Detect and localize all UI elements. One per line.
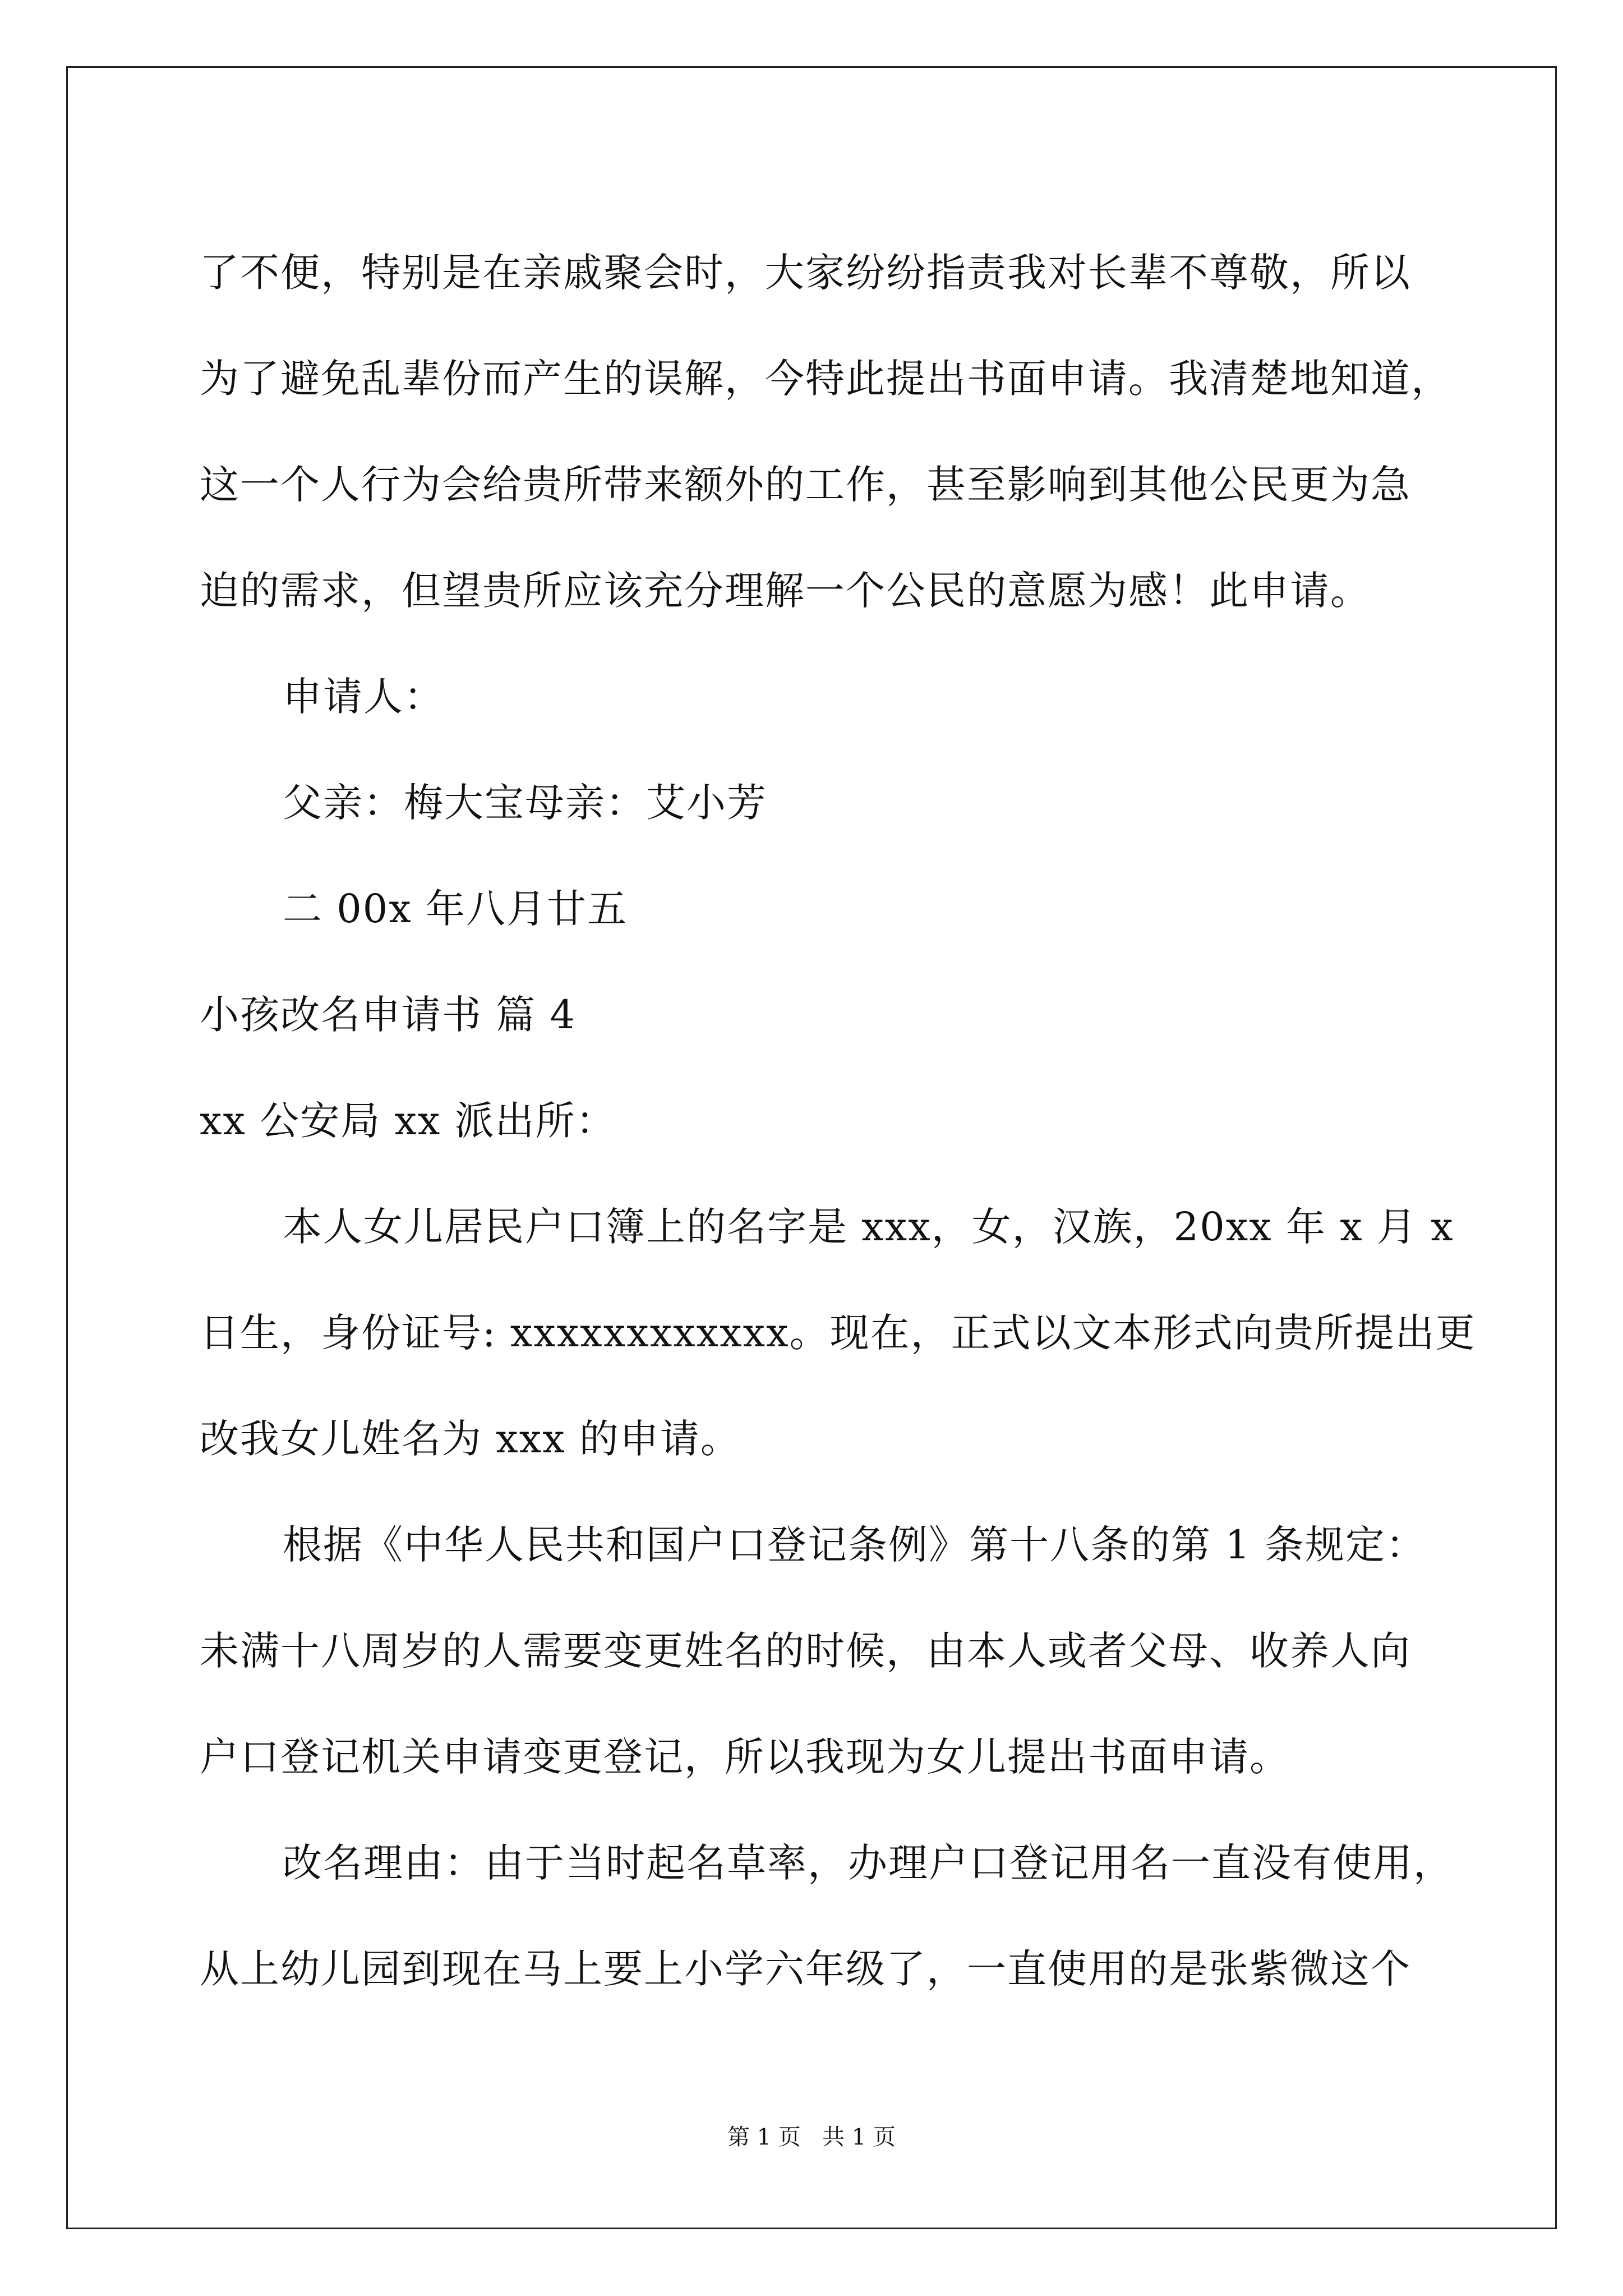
recipient-line: xx 公安局 xx 派出所：: [200, 1098, 616, 1144]
applicant-label: 申请人：: [283, 674, 444, 720]
section-heading: 小孩改名申请书 篇 4: [200, 992, 577, 1038]
text-line: 改名理由：由于当时起名草率，办理户口登记用名一直没有使用，: [283, 1840, 1454, 1886]
text-line: 根据《中华人民共和国户口登记条例》第十八条的第 1 条规定：: [283, 1522, 1427, 1568]
text-line: 户口登记机关申请变更登记，所以我现为女儿提出书面申请。: [200, 1734, 1290, 1780]
text-line: 为了避免乱辈份而产生的误解，今特此提出书面申请。我清楚地知道，: [200, 356, 1451, 402]
text-line: 日生，身份证号: xxxxxxxxxxxx。现在，正式以文本形式向贵所提出更: [200, 1310, 1476, 1356]
text-line: 本人女儿居民户口簿上的名字是 xxx，女，汉族，20xx 年 x 月 x: [283, 1204, 1454, 1250]
page-footer: 第 1 页 共 1 页: [727, 2124, 896, 2150]
document-body: [200, 220, 1476, 2022]
text-line: 了不便，特别是在亲戚聚会时，大家纷纷指责我对长辈不尊敬，所以: [200, 250, 1411, 296]
text-line: 改我女儿姓名为 xxx 的申请。: [200, 1416, 741, 1462]
text-line: 未满十八周岁的人需要变更姓名的时候，由本人或者父母、收养人向: [200, 1628, 1411, 1674]
text-line: 迫的需求，但望贵所应该充分理解一个公民的意愿为感！此申请。: [200, 568, 1371, 614]
text-line: 这一个人行为会给贵所带来额外的工作，甚至影响到其他公民更为急: [200, 462, 1411, 508]
date-line: 二 00x 年八月廿五: [283, 886, 628, 932]
text-line: 从上幼儿园到现在马上要上小学六年级了，一直使用的是张紫微这个: [200, 1946, 1411, 1992]
parents-names: 父亲：梅大宝母亲：艾小芳: [283, 780, 767, 826]
